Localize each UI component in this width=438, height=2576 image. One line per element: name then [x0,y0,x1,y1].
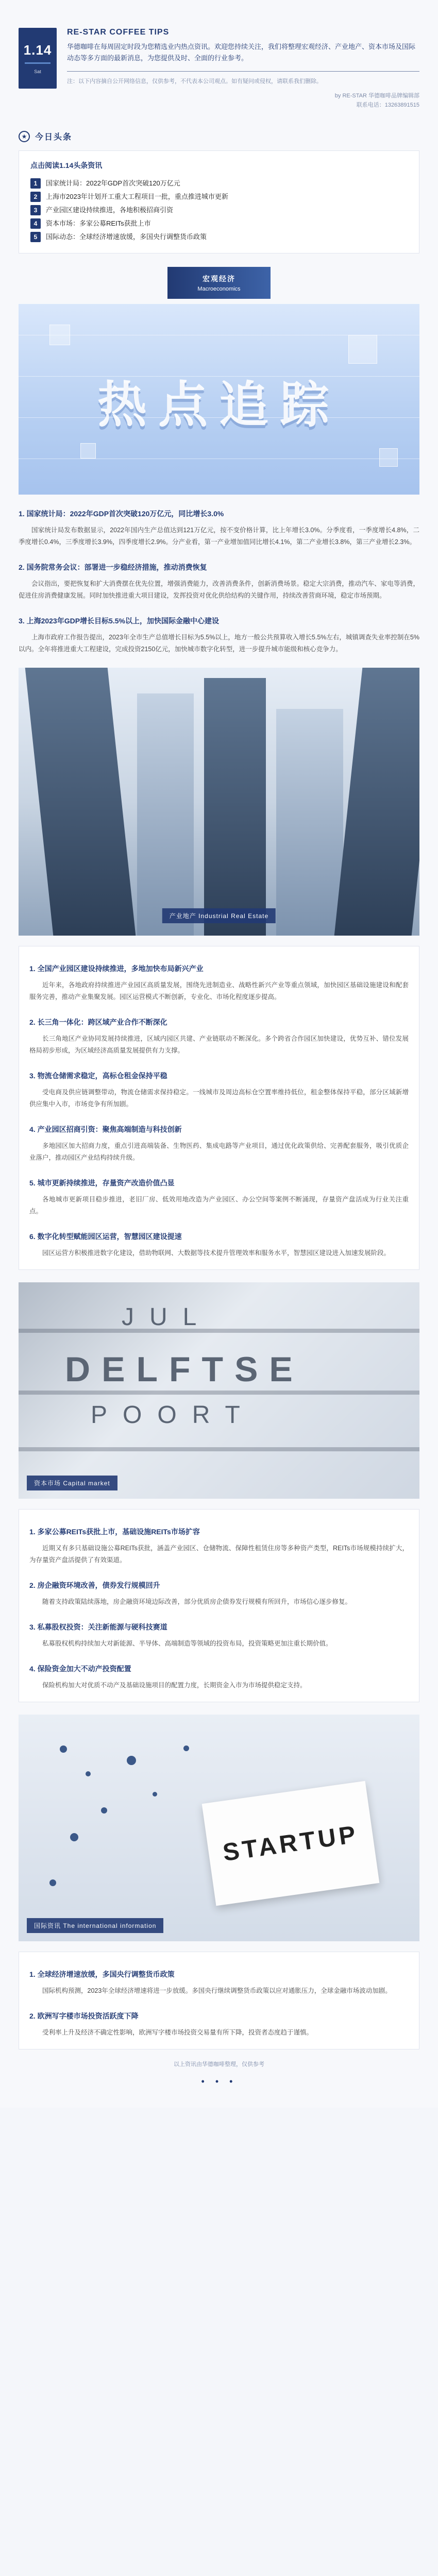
macro-banner-subtitle: Macroeconomics [197,286,241,292]
article-heading: 5. 城市更新持续推进，存量资产改造价值凸显 [29,1179,175,1187]
number-badge: 4 [30,218,41,229]
date-sub: Sat [34,69,41,74]
article-heading: 1. 国家统计局：2022年GDP首次突破120万亿元，同比增长3.0% [19,510,224,518]
tower-shape [276,709,343,936]
article-heading: 3. 私募股权投资：关注新能源与硬科技赛道 [29,1623,167,1631]
tower-shape [137,693,194,936]
number-badge: 5 [30,232,41,242]
header-right [67,28,419,110]
intl-label: 国际资讯 The international information [27,1918,163,1933]
list-item[interactable] [30,190,408,204]
section-head [19,130,419,142]
article-paragraph: 保险机构加大对优质不动产及基础设施项目的配置力度，长期资金入市为市场提供稳定支持。 [42,1682,307,1689]
list-item-text: 国家统计局：2022年GDP首次突破120万亿元 [46,179,180,187]
article-heading: 1. 多家公募REITs获批上市，基础设施REITs市场扩容 [29,1528,200,1536]
brand-title: RE-STAR COFFEE TIPS [67,28,170,37]
macro-article [19,508,419,655]
decor-dot [153,1792,157,1797]
industry-label: 产业地产 Industrial Real Estate [162,908,276,923]
hero-cube [379,448,398,467]
article-paragraph: 受利率上升及经济不确定性影响，欧洲写字楼市场投资交易量有所下降，投资者态度趋于谨慎。 [42,2029,313,2036]
header [19,28,419,110]
hero-cube [80,443,96,459]
startup-board: STARTUP [202,1781,380,1906]
editor-credit [67,91,419,110]
macro-banner-title: 宏观经济 [203,275,235,283]
headline-list [30,177,408,244]
industry-article [19,946,419,1270]
hero-cube [49,325,70,345]
article-heading: 2. 欧洲写字楼市场投资活跃度下降 [29,2012,139,2020]
list-item[interactable] [30,204,408,217]
building-sign-top: JUL [122,1303,212,1331]
decor-dot [101,1807,107,1814]
article-heading: 4. 保险资金加大不动产投资配置 [29,1665,131,1673]
decor-dot [86,1771,91,1776]
number-badge: 1 [30,178,41,189]
tower-shape [334,668,419,936]
list-item-text: 上海市2023年计划开工重大工程项目一批，重点推进城市更新 [46,193,228,200]
list-item[interactable] [30,217,408,230]
disclaimer-note: 注：以下内容摘自公开网络信息，仅供参考，不代表本公司观点。如有疑问或侵权，请联系我们删除。 [67,78,322,84]
end-dots: • • • [201,2076,237,2087]
decor-dot [183,1745,189,1751]
list-item-text: 国际动态：全球经济增速放缓，多国央行调整货币政策 [46,233,207,241]
macro-banner [167,267,271,299]
intro-text: 华德咖啡在每周固定时段为您精选业内热点资讯。欢迎您持续关注，我们将整理宏观经济、产业地产、资本市场及国际动态等多方面的最新消息，为您提供及时、全面的行业参考。 [67,43,416,62]
hero-image [19,304,419,495]
tower-shape [204,678,266,936]
article-paragraph: 国际机构预测，2023年全球经济增速将进一步放缓。多国央行继续调整货币政策以应对通胀压力，全球金融市场波动加剧。 [42,1987,392,1994]
capital-photo [19,1282,419,1499]
tower-shape [25,668,136,936]
article-paragraph: 各地城市更新项目稳步推进，老旧厂房、低效用地改造为产业园区、办公空间等案例不断涌现，存量资产盘活成为行业关注重点。 [29,1196,409,1215]
intl-photo [19,1715,419,1941]
list-item-text: 产业园区建设持续推进，各地积极招商引资 [46,206,174,214]
reading-title[interactable]: 点击阅读1.14头条资讯 [30,161,103,170]
date-stripe [25,62,50,64]
article-heading: 3. 上海2023年GDP增长目标5.5%以上，加快国际金融中心建设 [19,617,219,625]
number-badge: 3 [30,205,41,215]
number-badge: 2 [30,192,41,202]
article-paragraph: 私募股权机构持续加大对新能源、半导体、高端制造等领域的投资布局，投资策略更加注重长期价值。 [42,1640,332,1647]
decor-dot [70,1833,78,1841]
date-box [19,28,57,89]
article-paragraph: 长三角地区产业协同发展持续推进，区域内园区共建、产业链联动不断深化。多个跨省合作园区加快建设，优势互补、错位发展格局初步形成，为区域经济高质量发展提供有力支撑。 [29,1035,409,1054]
hero-title: 热点追踪 [97,378,341,433]
article-paragraph: 近年来，各地政府持续推进产业园区高质量发展，围绕先进制造业、战略性新兴产业等重点领域，加快园区基础设施建设和配套服务完善，推动产业集聚发展。园区运营模式不断创新，专业化、市场化程度逐步提高。 [29,981,409,1001]
credit-line-2: 联系电话：13263891515 [356,102,419,108]
reading-list [19,150,419,253]
article-paragraph: 园区运营方积极推进数字化建设，借助物联网、大数据等技术提升管理效率和服务水平，智慧园区建设进入加速发展阶段。 [42,1249,391,1257]
article-paragraph: 受电商及供应链调整带动，物流仓储需求保持稳定。一线城市及周边高标仓空置率维持低位，租金整体保持平稳，部分区域新增供应集中入市，市场竞争有所加剧。 [29,1089,409,1108]
divider [67,71,419,72]
intl-article [19,1952,419,2049]
credit-line-1: by RE-STAR 华德咖啡品牌编辑部 [334,93,419,99]
facade-bar [19,1391,419,1395]
article-paragraph: 近期又有多只基础设施公募REITs获批，涵盖产业园区、仓储物流、保障性租赁住房等多种资产类型，REITs市场规模持续扩大，为存量资产盘活提供了有效渠道。 [29,1545,409,1564]
decor-dot [60,1745,67,1753]
hero-cube [348,335,377,364]
end-note: 以上资讯由华德咖啡整理，仅供参考 [174,2061,264,2067]
article-paragraph: 会议指出，要把恢复和扩大消费摆在优先位置，增强消费能力，改善消费条件，创新消费场景。稳定大宗消费，推动汽车、家电等消费，促进住房消费健康发展。同时加快推进重大项目建设，发挥投资对优化供给结构的关键作用，持续改善营商环境，稳定市场预期。 [19,580,419,599]
list-item-text: 资本市场：多家公募REITs获批上市 [46,219,151,227]
decor-dot [49,1879,56,1886]
article-paragraph: 上海市政府工作报告提出，2023年全市生产总值增长目标为5.5%以上，地方一般公共预算收入增长5.5%左右，城镇调查失业率控制在5%以内。全年将推进重大工程建设，完成投资2150亿元，加快城市数字化转型，进一步提升城市能级和核心竞争力。 [19,634,419,653]
article-heading: 4. 产业园区招商引资：聚焦高端制造与科技创新 [29,1125,182,1133]
article-paragraph: 国家统计局发布数据显示，2022年国内生产总值达到121万亿元，按不变价格计算，比上年增长3.0%。分季度看，一季度增长4.8%，二季度增长0.4%，三季度增长3.9%，四季度增长2.9%。分产业看，第一产业增加值同比增长4.1%，第二产业增长3.8%，第三产业增长2.3%。 [19,527,419,546]
industry-photo [19,668,419,936]
section-title: 今日头条 [35,133,73,142]
article-heading: 2. 长三角一体化：跨区域产业合作不断深化 [29,1018,167,1026]
date: 1.14 [23,42,52,58]
facade-bar [19,1329,419,1333]
capital-article [19,1509,419,1702]
article-heading: 3. 物流仓储需求稳定，高标仓租金保持平稳 [29,1072,167,1080]
facade-bar [19,1447,419,1451]
article-heading: 2. 房企融资环境改善，债券发行规模回升 [29,1581,160,1589]
article-heading: 6. 数字化转型赋能园区运营，智慧园区建设提速 [29,1232,182,1241]
list-item[interactable] [30,230,408,244]
capital-label: 资本市场 Capital market [27,1476,117,1490]
article-heading: 1. 全球经济增速放缓，多国央行调整货币政策 [29,1970,175,1978]
headline-icon: ★ [19,131,30,142]
article-paragraph: 随着支持政策陆续落地，房企融资环境边际改善，部分优质房企债券发行规模有所回升，市场信心逐步修复。 [42,1598,352,1605]
article-heading: 2. 国务院常务会议：部署进一步稳经济措施，推动消费恢复 [19,563,207,571]
building-sign-bottom: POORT [91,1401,256,1429]
article-heading: 1. 全国产业园区建设持续推进，多地加快布局新兴产业 [29,964,204,973]
article-paragraph: 多地园区加大招商力度，重点引进高端装备、生物医药、集成电路等产业项目，通过优化政策供给、完善配套服务，吸引优质企业落户，推动园区产业结构持续升级。 [29,1142,409,1161]
list-item[interactable] [30,177,408,190]
decor-dot [127,1756,136,1765]
building-sign: DELFTSE [65,1350,304,1389]
